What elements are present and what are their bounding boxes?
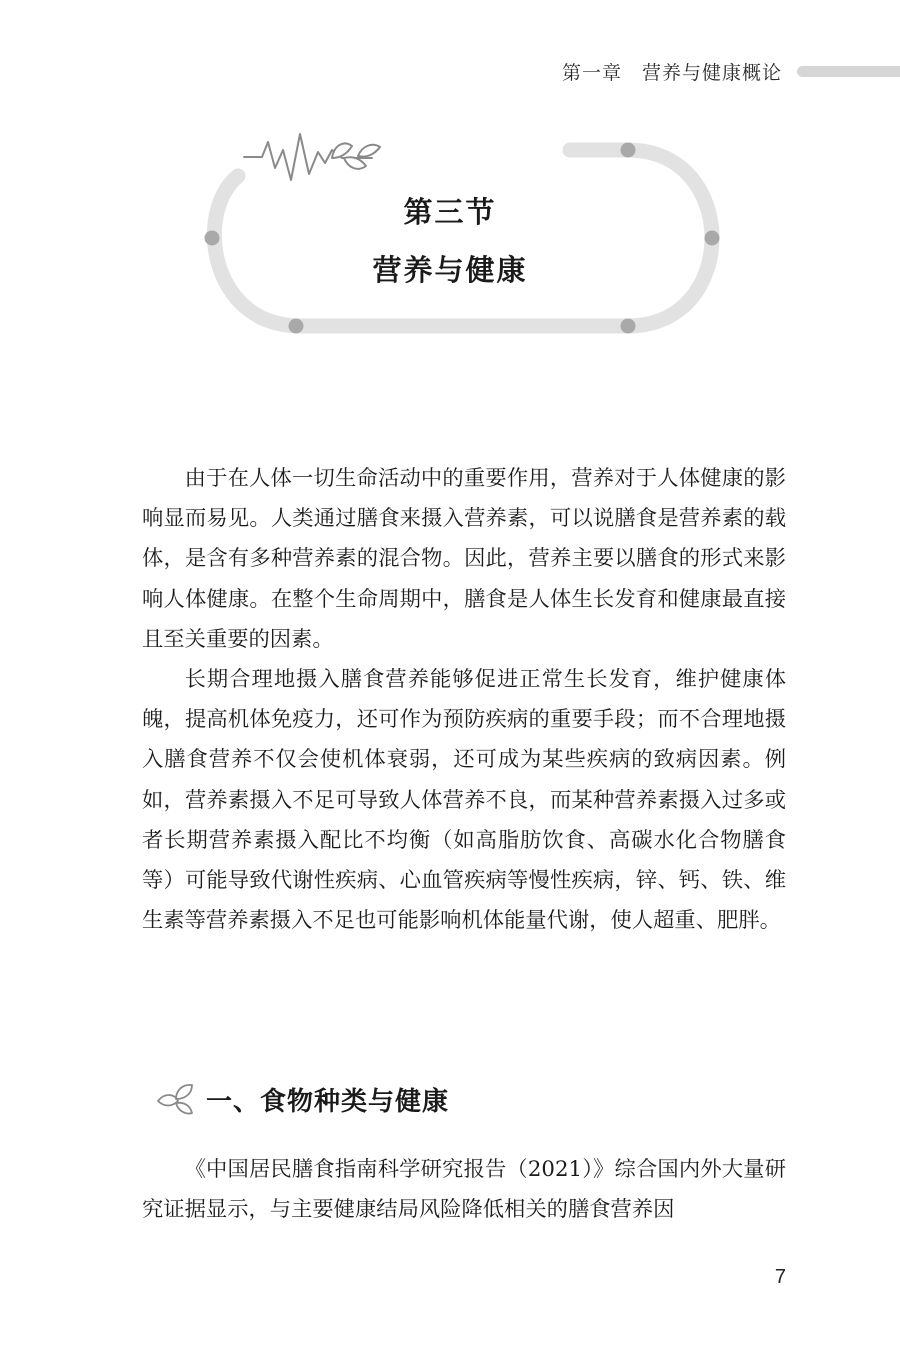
section-number: 第三节 (403, 195, 497, 229)
frame-dot (705, 231, 720, 246)
frame-dot (621, 143, 636, 158)
frame-dot (289, 319, 304, 334)
frame-dot (621, 319, 636, 334)
subsection-title: 一、食物种类与健康 (206, 1086, 450, 1117)
leaf-icon (156, 1081, 194, 1117)
frame-dot (205, 231, 220, 246)
subsection-heading (156, 1077, 449, 1121)
heartbeat-leaf-icon (244, 134, 380, 180)
paragraph: 长期合理地摄入膳食营养能够促进正常生长发育，维护健康体魄，提高机体免疫力，还可作为预防疾病的重要手段；而不合理地摄入膳食营养不仅会使机体衰弱，还可成为某些疾病的致病因素。例如，营养素摄入不足可导致人体营养不良，而某种营养素摄入过多或者长期营养素摄入配比不均衡（如高脂肪饮食、高碳水化合物膳食等）可能导致代谢性疾病、心血管疾病等慢性疾病，锌、钙、铁、维生素等营养素摄入不足也可能影响机体能量代谢，使人超重、肥胖。 (142, 667, 786, 934)
section-title: 营养与健康 (372, 253, 528, 287)
body-text-block (142, 459, 786, 941)
running-header-title: 第一章 营养与健康概论 (561, 62, 782, 84)
paragraph: 《中国居民膳食指南科学研究报告（2021）》综合国内外大量研究证据显示，与主要健康结局风险降低相关的膳食营养因 (142, 1157, 786, 1223)
page-number: 7 (774, 1266, 786, 1288)
paragraph: 由于在人体一切生命活动中的重要作用，营养对于人体健康的影响显而易见。人类通过膳食来摄入营养素，可以说膳食是营养素的载体，是含有多种营养素的混合物。因此，营养主要以膳食的形式来影响人体健康。在整个生命周期中，膳食是人体生长发育和健康最直接且至关重要的因素。 (142, 466, 786, 652)
body-text-block (142, 1150, 786, 1230)
